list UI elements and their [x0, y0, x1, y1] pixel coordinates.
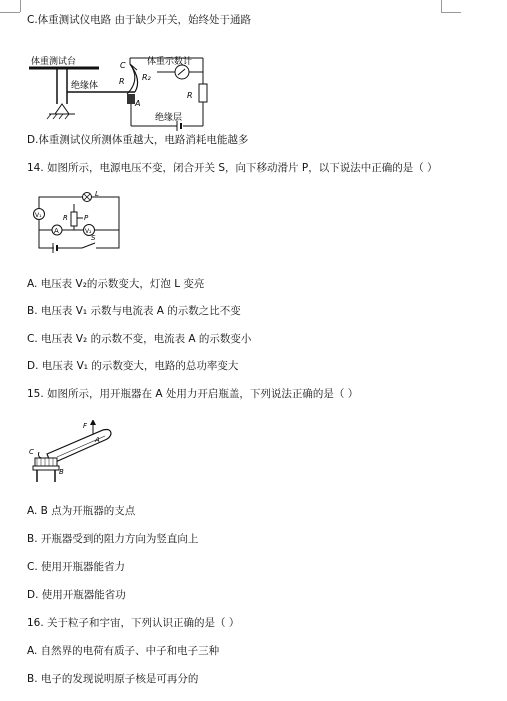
label-c: C: [120, 61, 126, 70]
bottle-opener-diagram: [27, 420, 115, 488]
label-a: A: [95, 436, 100, 444]
q14-option-d: D. 电压表 V₁ 的示数变大，电路的总功率变大: [27, 360, 239, 372]
label-v1: V₁: [35, 212, 42, 219]
q14-option-a: A. 电压表 V₂的示数变大，灯泡 L 变亮: [27, 278, 205, 290]
label-r: R: [187, 91, 193, 100]
label-r2: R₂: [142, 73, 151, 82]
corner-mark-right-v: [441, 0, 442, 12]
label-c: C: [29, 448, 34, 456]
label-platform: 体重测试台: [31, 57, 77, 67]
q14-stem: 14. 如图所示，电源电压不变，闭合开关 S，向下移动滑片 P，以下说法中正确的是（ ）: [27, 162, 438, 174]
label-l: L: [95, 190, 99, 198]
q15-stem: 15. 如图所示，用开瓶器在 A 处用力开启瓶盖，下列说法正确的是（ ）: [27, 388, 359, 400]
q16-stem: 16. 关于粒子和宇宙，下列认识正确的是（ ）: [27, 617, 240, 629]
q13-option-c: C.体重测试仪电路 由于缺少开关，始终处于通路: [27, 14, 252, 26]
label-a: A: [135, 99, 141, 108]
label-p: P: [84, 214, 89, 222]
label-insulating-layer: 绝缘层: [155, 113, 183, 123]
label-f: F: [83, 422, 88, 430]
label-v2: V₂: [85, 228, 92, 235]
corner-mark-left-v: [20, 0, 21, 12]
q15-option-c: C. 使用开瓶器能省力: [27, 561, 126, 573]
label-s: S: [91, 234, 96, 242]
q13-option-d: D.体重测试仪所测体重越大，电路消耗电能越多: [27, 134, 249, 146]
q16-option-b: B. 电子的发现说明原子核是可再分的: [27, 673, 199, 685]
q15-option-a: A. B 点为开瓶器的支点: [27, 505, 136, 517]
circuit-diagram: [27, 190, 127, 256]
q15-option-d: D. 使用开瓶器能省功: [27, 589, 126, 601]
label-a: A: [54, 227, 59, 235]
q14-option-c: C. 电压表 V₂ 的示数不变，电流表 A 的示数变小: [27, 333, 252, 345]
q16-option-a: A. 自然界的电荷有质子、中子和电子三种: [27, 645, 220, 657]
label-r1: R: [119, 77, 125, 86]
q14-option-b: B. 电压表 V₁ 示数与电流表 A 的示数之比不变: [27, 305, 241, 317]
corner-mark-right-h: [441, 12, 461, 13]
label-meter: 体重示数计: [147, 57, 193, 67]
label-r: R: [63, 214, 68, 222]
corner-mark-left-h: [0, 12, 20, 13]
label-b: B: [59, 468, 64, 476]
weight-tester-diagram: [27, 50, 227, 132]
q15-option-b: B. 开瓶器受到的阻力方向为竖直向上: [27, 533, 199, 545]
label-insulator: 绝缘体: [71, 81, 99, 91]
